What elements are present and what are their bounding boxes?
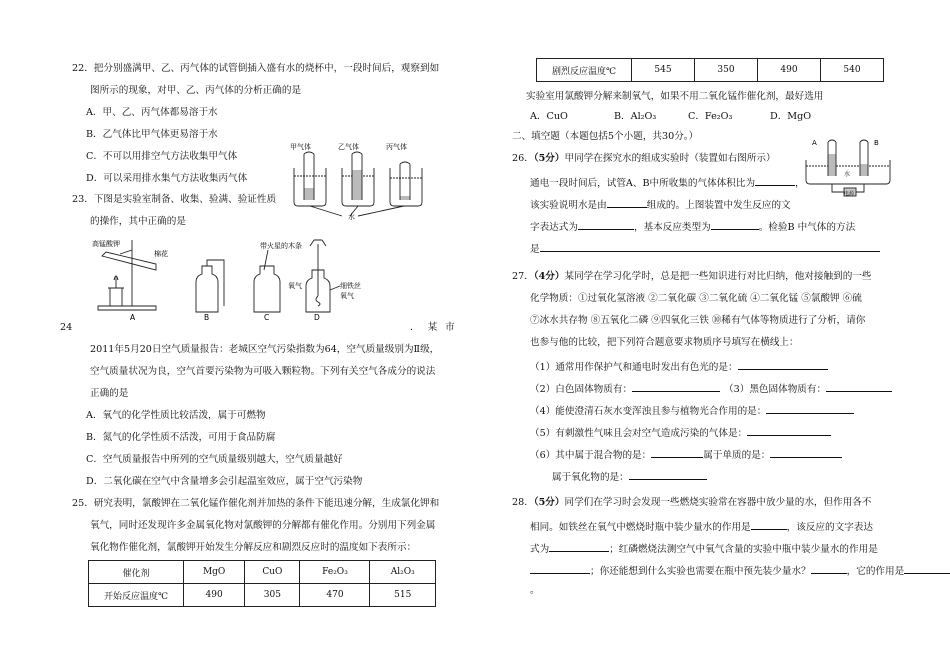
table-cell: 催化剂 <box>89 561 184 584</box>
q24-line2: 2011年5月20日空气质量报告：老城区空气污染指数为64，空气质量级别为Ⅱ级， <box>90 344 440 355</box>
q26-blank-ratio[interactable] <box>755 175 795 186</box>
q24-option-c: C．空气质量报告中所列的空气质量级别越大，空气质量越好 <box>86 454 343 465</box>
table-row <box>537 59 884 82</box>
q27-item3-text: （3）黑色固体物质有： <box>724 384 827 395</box>
q28-text4a: ；你还能想到什么实验也需要在瓶中预先装少量水？ <box>590 566 811 577</box>
q28-text1: 同学们在学习时会发现一些燃烧实验常在容器中放少量的水，但作用各不 <box>564 497 872 508</box>
q27-item4 <box>530 403 854 418</box>
q22-label-yi: 乙气体 <box>338 143 359 151</box>
q28-blank-other-function[interactable] <box>904 563 950 574</box>
q28-number: 28． <box>512 497 534 508</box>
q22-option-d: D．可以采用排水集气方法收集丙气体 <box>86 173 248 184</box>
q26-text3a: 该实验说明水是由 <box>530 200 607 211</box>
q25-option-a: A．CuO <box>530 111 568 122</box>
q26-text3b: 组成的。上图装置中发生反应的文 <box>646 200 791 211</box>
q23-line1: 23．下图是实验室制备、收集、验满、验证性质 <box>72 194 277 205</box>
table-cell: 350 <box>695 59 758 82</box>
q23-label-wire: 细铁丝 <box>340 282 361 290</box>
q24-option-d: D．二氧化碳在空气中含量增多会引起温室效应，属于空气污染物 <box>86 476 363 487</box>
q26-text4c: 。检验B 中气体的方法 <box>758 222 856 233</box>
q25-option-b: B．Al₂O₃ <box>614 111 657 122</box>
table-cell: 545 <box>632 59 695 82</box>
table-cell: 490 <box>184 584 245 607</box>
q28-points: （5分） <box>533 497 565 508</box>
q26-points: （5分） <box>533 153 565 164</box>
q26-line5 <box>530 241 880 256</box>
q26-number: 26． <box>512 153 534 164</box>
catalyst-table-part1 <box>88 560 436 607</box>
q26-label-water: 水 <box>844 171 851 178</box>
q23-label-oxygen1: 氧气 <box>288 282 302 290</box>
q22-line2: 图所示的现象，对甲、乙、丙气体的分析正确的是 <box>90 85 302 96</box>
q27-blank-3[interactable] <box>826 381 892 392</box>
q26-electrolysis-figure <box>804 136 894 198</box>
q26-line3 <box>530 197 791 212</box>
q26-label-b: B <box>874 139 879 147</box>
q28-blank-equation[interactable] <box>549 541 609 552</box>
q26-blank-composition[interactable] <box>607 197 647 208</box>
q25-line1: 25．研究表明，氯酸钾在二氧化锰作催化剂并加热的条件下能迅速分解，生成氯化钾和 <box>72 498 440 509</box>
q27-item5 <box>530 425 831 440</box>
q22-option-a: A．甲、乙、丙气体都易溶于水 <box>86 107 218 118</box>
q26-line4 <box>530 219 855 234</box>
q28-text2: 相同。如铁丝在氧气中燃烧时瓶中装少量水的作用是 <box>530 522 751 533</box>
q27-blank-7[interactable] <box>629 469 707 480</box>
q27-line4: 也参与他的比较，把下列符合题意要求物质序号填写在横线上： <box>530 337 799 348</box>
q23-apparatus-figure <box>92 236 362 320</box>
q22-label-bing: 丙气体 <box>386 143 407 151</box>
q23-line2: 的操作，其中正确的是 <box>90 216 186 227</box>
q22-label-jia: 甲气体 <box>290 143 311 151</box>
q23-label-a: A <box>130 313 136 320</box>
q28-line3 <box>530 541 878 556</box>
q28-text3b: ；红磷燃烧法测空气中氧气含量的实验中瓶中装少量水的作用是 <box>609 544 878 555</box>
q27-item6b-text: 属于单质的是： <box>703 450 771 461</box>
q27-blank-1[interactable] <box>738 359 828 370</box>
q26-blank-equation[interactable] <box>578 219 634 230</box>
q22-gas-figure <box>290 140 430 220</box>
q27-item7 <box>552 469 707 484</box>
q27-blank-6b[interactable] <box>770 447 842 458</box>
q27-line3: ⑦冰水共存物 ⑧五氧化二磷 ⑨四氧化三铁 ⑩稀有气体等物质进行了分析，请你 <box>530 315 866 326</box>
q27-item2-text: （2）白色固体物质有： <box>530 384 633 395</box>
q28-line2 <box>530 519 873 534</box>
q24-line3: 空气质量状况为良，空气首要污染物为可吸入颗粒物。下列有关空气各成分的说法 <box>90 366 436 377</box>
q27-blank-4[interactable] <box>766 403 854 414</box>
q27-item2-3 <box>530 381 892 396</box>
q27-text1: 某同学在学习化学时，总是把一些知识进行对比归纳，他对接触到的一些 <box>564 271 872 282</box>
q27-line2: 化学物质：①过氧化氢溶液 ②二氧化碳 ③二氧化硫 ④二氧化锰 ⑤氯酸钾 ⑥硫 <box>530 293 862 304</box>
table-cell: CuO <box>245 561 300 584</box>
q23-label-cotton: 棉花 <box>154 250 168 258</box>
q28-line5: 。 <box>530 585 540 596</box>
q26-text4a: 字表达式为 <box>530 222 578 233</box>
q22-line1: 22．把分别盛满甲、乙、丙气体的试管倒插入盛有水的烧杯中，一段时间后，观察到如 <box>72 63 440 74</box>
q26-line1 <box>512 153 776 165</box>
q26-line2: 通电一段时间后，试管A、B中所收集的气体体积比为 ， <box>530 175 805 190</box>
q27-line1 <box>512 271 871 283</box>
q27-item6-text: （6）其中属于混合物的是： <box>530 450 652 461</box>
q26-blank-test-method[interactable] <box>540 241 880 252</box>
q25-option-c: C．Fe₂O₃ <box>688 111 733 122</box>
q23-label-splint: 带火星的木条 <box>260 242 302 250</box>
q27-blank-2[interactable] <box>632 381 720 392</box>
table-cell: Fe₂O₃ <box>300 561 370 584</box>
q28-text2b: ，该反应的文字表达 <box>786 522 873 533</box>
q26-text4b: ，基本反应类型为 <box>633 222 711 233</box>
table-cell: Al₂O₃ <box>370 561 436 584</box>
q27-item1 <box>530 359 828 374</box>
table-cell: 305 <box>245 584 300 607</box>
q28-text3a: 式为 <box>530 544 550 555</box>
q25-option-d: D．MgO <box>770 111 812 122</box>
q22-label-shui: 水 <box>348 213 355 220</box>
q28-blank-other-experiment[interactable] <box>811 563 847 574</box>
q23-label-b: B <box>204 313 210 320</box>
q22-option-b: B．乙气体比甲气体更易溶于水 <box>86 129 218 140</box>
q27-blank-5[interactable] <box>747 425 831 436</box>
q26-label-a: A <box>812 139 817 147</box>
q28-line4 <box>530 563 950 578</box>
q27-number: 27． <box>512 271 534 282</box>
q26-text2: 通电一段时间后，试管A、B中所收集的气体体积比为 <box>530 178 756 189</box>
section-2-heading: 二、填空题（本题包括5个小题，共30分。） <box>512 131 699 142</box>
q23-label-kmno4: 高锰酸钾 <box>92 240 120 248</box>
q22-option-c: C．不可以用排空气方法收集甲气体 <box>86 151 238 162</box>
table-cell: 515 <box>370 584 436 607</box>
q25-end-line: 实验室用氯酸钾分解来制氧气，如果不用二氧化锰作催化剂，最好选用 <box>526 91 824 102</box>
table-cell: 490 <box>758 59 821 82</box>
table-cell: 剧烈反应温度℃ <box>537 59 632 82</box>
q26-text5: 是 <box>530 244 540 255</box>
q23-label-oxygen2: 氧气 <box>340 292 354 300</box>
q27-item7-text: 属于氧化物的是： <box>552 472 629 483</box>
q27-item4-text: （4）能使澄清石灰水变浑浊且参与植物光合作用的是： <box>530 406 767 417</box>
table-cell: 开始反应温度℃ <box>89 584 184 607</box>
table-row <box>89 584 436 607</box>
q24-option-a: A．氧气的化学性质比较活泼，属于可燃物 <box>86 410 266 421</box>
q24-line4: 正确的是 <box>90 388 129 399</box>
table-cell: 540 <box>821 59 884 82</box>
q26-blank-reaction-type[interactable] <box>711 219 759 230</box>
q28-line1 <box>512 497 871 509</box>
q27-item5-text: （5）有刺激性气味且会对空气造成污染的气体是： <box>530 428 748 439</box>
catalyst-table-part2 <box>536 58 884 82</box>
q25-line2: 氧气，同时还发现许多金属氧化物对氯酸钾的分解都有催化作用。分别用下列金属 <box>90 520 436 531</box>
q23-label-c: C <box>264 313 270 320</box>
q24-line1-tail: ．某市 <box>410 322 463 333</box>
q27-item6 <box>530 447 842 462</box>
table-row <box>89 561 436 584</box>
q27-item1-text: （1）通常用作保护气和通电时发出有色光的是： <box>530 362 738 373</box>
q28-text4b: ，它的作用是 <box>846 566 905 577</box>
q27-blank-6a[interactable] <box>651 447 703 458</box>
q24-number: 24 <box>60 322 73 333</box>
q25-line3: 氧化物作催化剂，氯酸钾开始发生分解反应和剧烈反应时的温度如下表所示： <box>90 542 417 553</box>
q26-text1: 甲同学在探究水的组成实验时（装置如右图所示） <box>564 153 776 164</box>
table-cell: MgO <box>184 561 245 584</box>
q27-points: （4分） <box>533 271 565 282</box>
q28-blank-phosphorus-water[interactable] <box>530 563 590 574</box>
q28-blank-iron-water[interactable] <box>751 519 787 530</box>
table-cell: 470 <box>300 584 370 607</box>
q24-option-b: B．氮气的化学性质不活泼，可用于食品防腐 <box>86 432 276 443</box>
q26-label-power: 电源 <box>844 191 855 197</box>
q23-label-d: D <box>314 313 320 320</box>
